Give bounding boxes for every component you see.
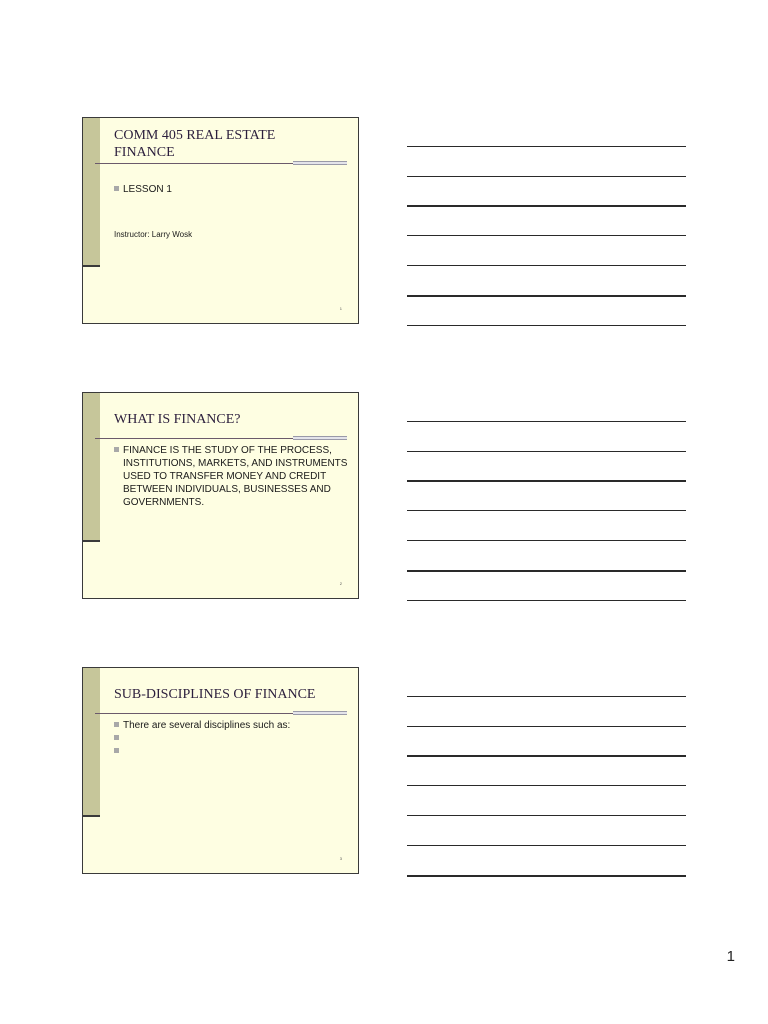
instructor-text: Instructor: Larry Wosk: [114, 230, 193, 239]
note-line: [407, 295, 686, 297]
bullet-item: [114, 183, 349, 196]
slide-sidebar: [83, 393, 100, 541]
bullet-list: [114, 183, 349, 196]
slide-title-line: SUB-DISCIPLINES OF FINANCE: [114, 687, 316, 702]
bullet-square-icon: [114, 186, 119, 191]
slide-title-line: WHAT IS FINANCE?: [114, 412, 241, 427]
note-line: [407, 726, 686, 727]
bullet-square-icon: [114, 748, 119, 753]
note-line: [407, 205, 686, 207]
slide-title: [114, 686, 344, 703]
note-line: [407, 325, 686, 326]
slide-title-line: COMM 405 REAL ESTATE: [114, 128, 276, 143]
slide-1: [82, 117, 359, 324]
note-line: [407, 785, 686, 786]
note-line: [407, 540, 686, 541]
title-rule-accent: [293, 436, 347, 440]
slide-3: [82, 667, 359, 874]
slide-number: 1: [339, 306, 342, 311]
note-line: [407, 421, 686, 422]
bullet-item: [114, 719, 349, 732]
title-rule-accent: [293, 161, 347, 165]
page-number: 1: [726, 948, 735, 965]
bullet-square-icon: [114, 722, 119, 727]
bullet-square-icon: [114, 735, 119, 740]
note-line: [407, 480, 686, 482]
slide-sidebar-tick: [83, 815, 100, 817]
note-line: [407, 875, 686, 877]
slide-number: 2: [339, 581, 342, 586]
note-line: [407, 570, 686, 572]
slide-title: [114, 127, 344, 161]
bullet-text: FINANCE IS THE STUDY OF THE PROCESS, INSTITUTIONS, MARKETS, AND INSTRUMENTS USED TO TRANSFER MONEY AND CREDIT BETWEEN INDIVIDUALS, BUSINESSES AND GOVERNMENTS.: [123, 445, 348, 508]
bullet-item: [114, 444, 353, 509]
slide-sidebar: [83, 668, 100, 816]
note-line: [407, 510, 686, 511]
note-line: [407, 696, 686, 697]
bullet-item: [114, 745, 349, 758]
slide-number: 3: [339, 856, 342, 861]
note-line: [407, 755, 686, 757]
bullet-list: [114, 719, 349, 758]
slide-title-line: FINANCE: [114, 145, 175, 160]
bullet-text: There are several disciplines such as:: [123, 720, 291, 731]
bullet-list: [114, 444, 353, 509]
slide-title: [114, 411, 344, 428]
note-line: [407, 176, 686, 177]
slide-sidebar: [83, 118, 100, 266]
note-line: [407, 815, 686, 816]
note-line: [407, 146, 686, 147]
note-line: [407, 235, 686, 236]
bullet-text: LESSON 1: [123, 184, 172, 195]
bullet-square-icon: [114, 447, 119, 452]
title-rule-accent: [293, 711, 347, 715]
note-line: [407, 451, 686, 452]
slide-sidebar-tick: [83, 265, 100, 267]
note-line: [407, 265, 686, 266]
slide-2: [82, 392, 359, 599]
note-line: [407, 600, 686, 601]
bullet-item: [114, 732, 349, 745]
slide-sidebar-tick: [83, 540, 100, 542]
note-line: [407, 845, 686, 846]
